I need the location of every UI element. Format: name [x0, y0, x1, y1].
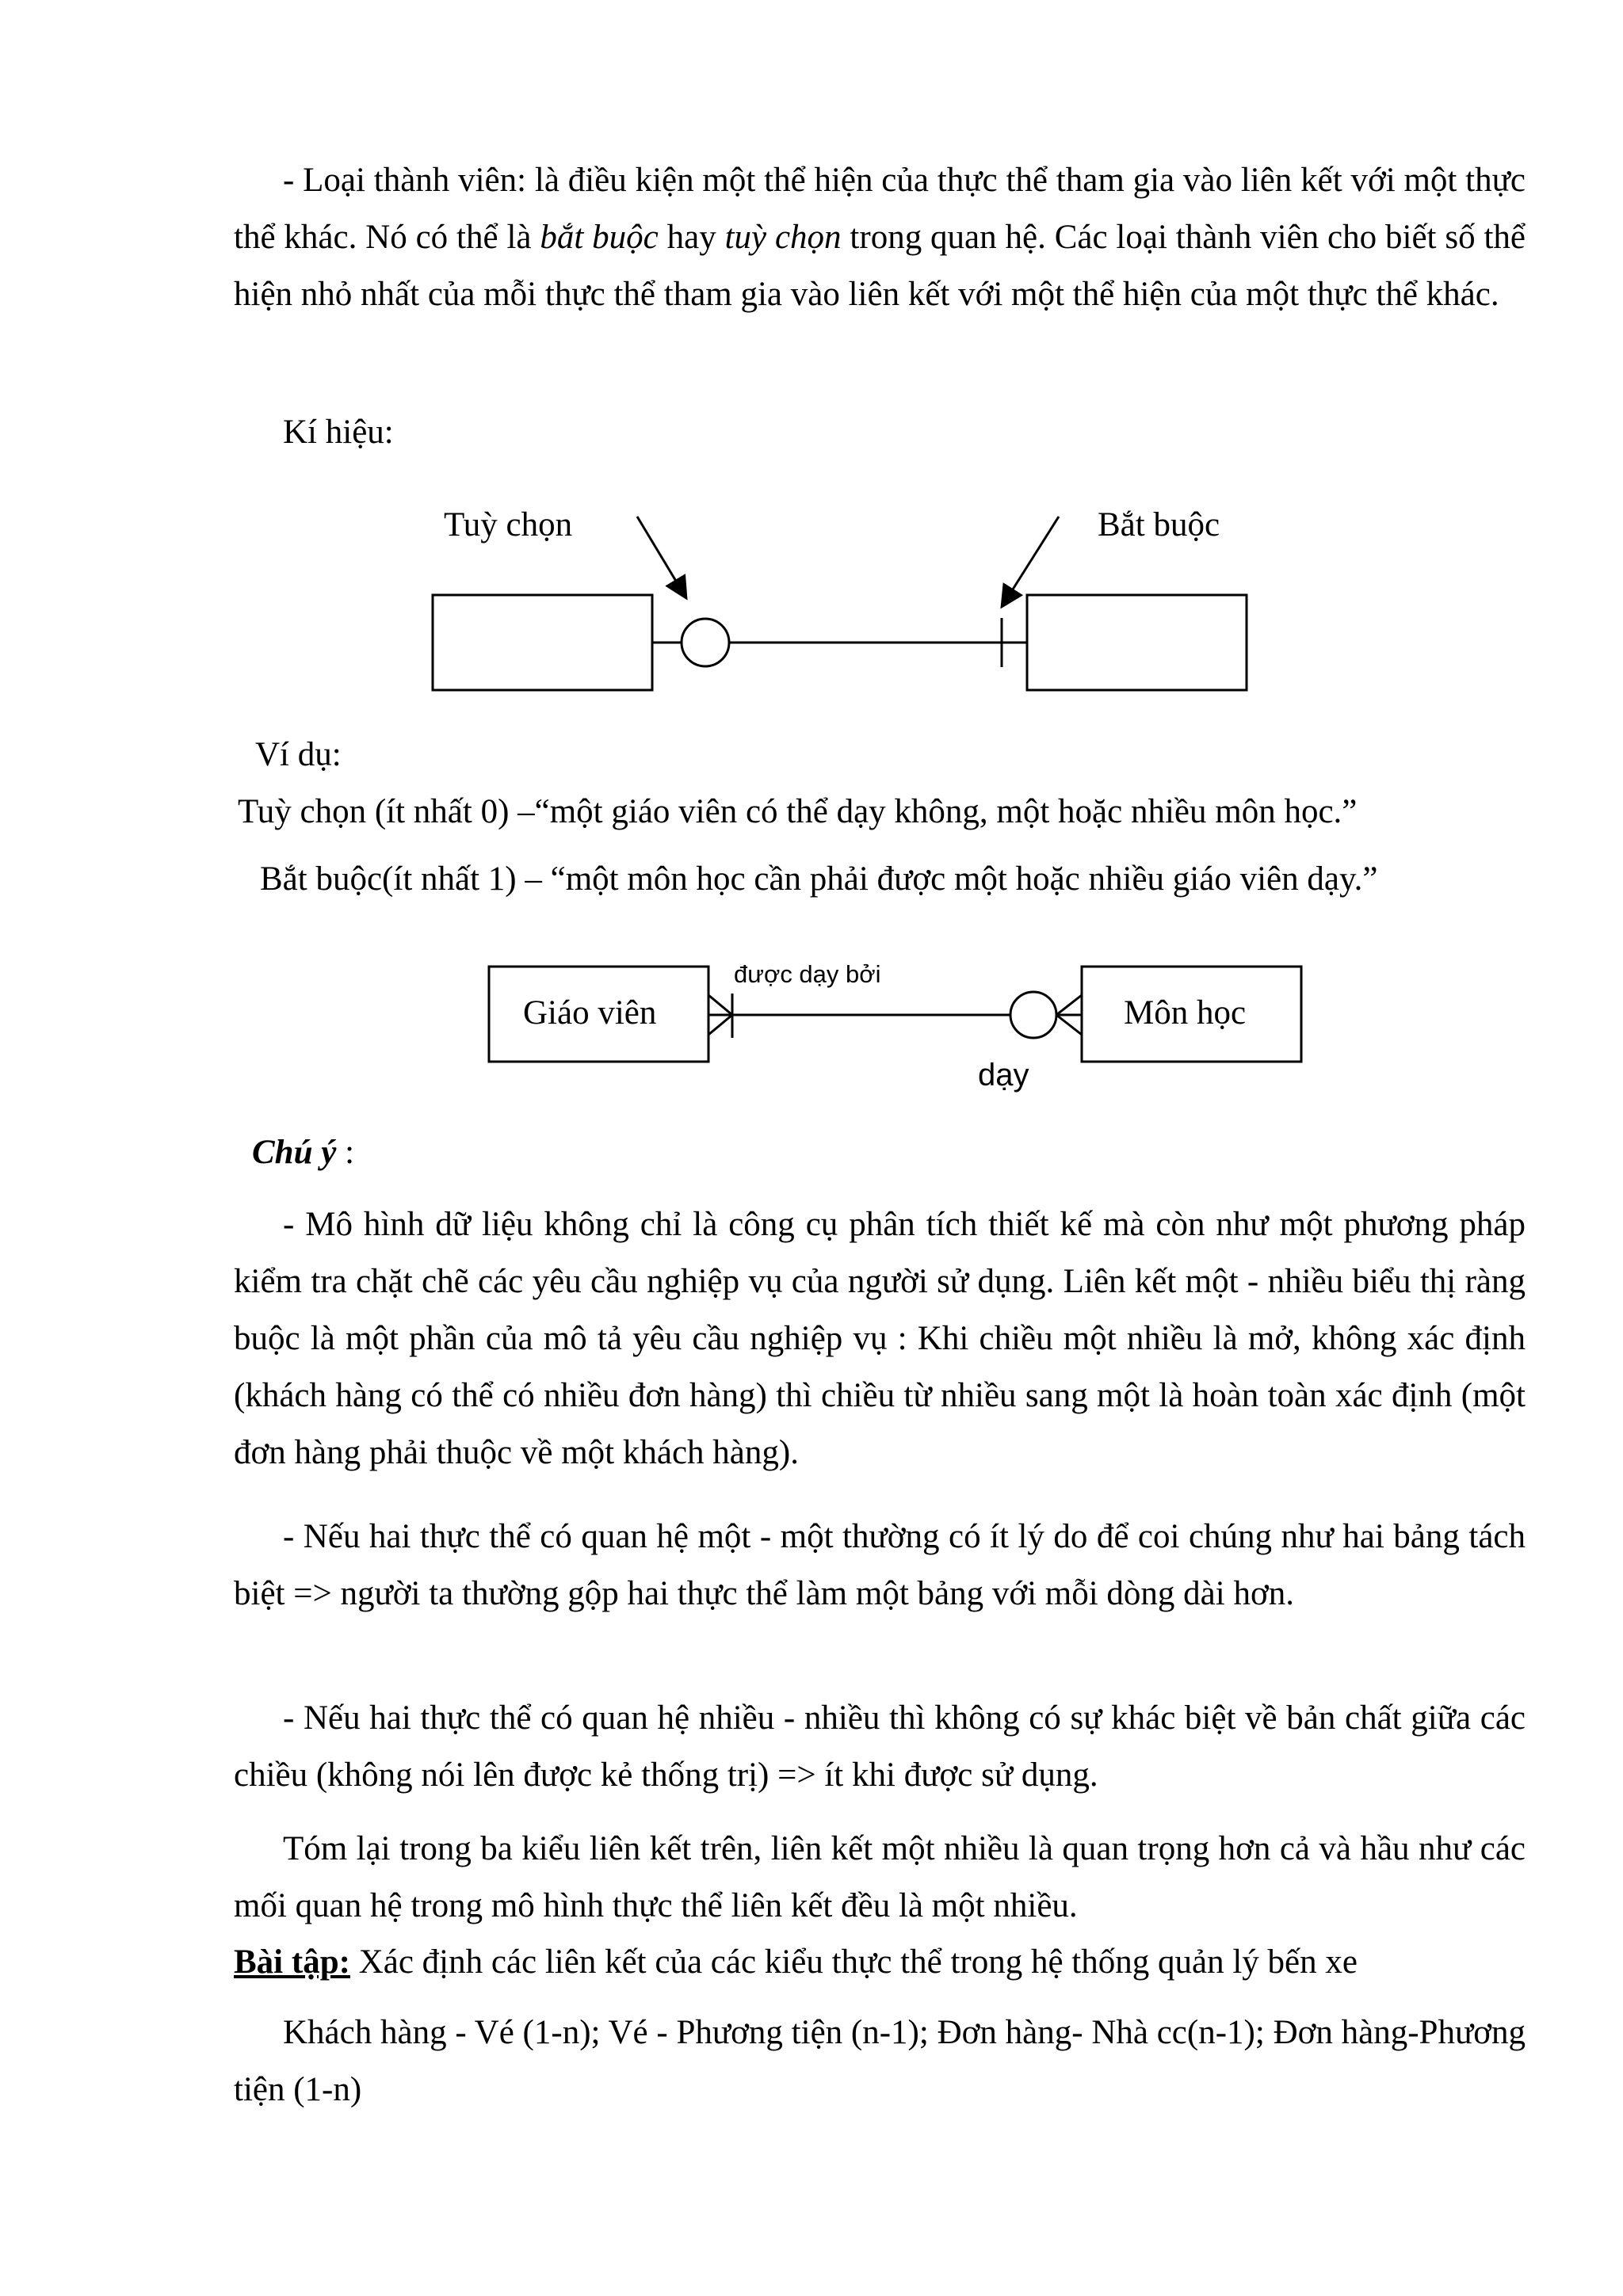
- entity-teacher-label: Giáo viên: [523, 994, 657, 1032]
- entity-subject-label: Môn học: [1124, 994, 1247, 1032]
- summary-paragraph: Tóm lại trong ba kiểu liên kết trên, liên kết một nhiều là quan trọng hơn cả và hầu như các mối quan hệ trong mô hình thực thể liên kết đều là một nhiều.: [234, 1830, 1526, 1924]
- note-heading: Chú ý :: [252, 1134, 355, 1171]
- optional-circle-subject: [1010, 992, 1056, 1038]
- note-paragraph-1: - Mô hình dữ liệu không chỉ là công cụ phân tích thiết kế mà còn như một phương pháp kiểm tra chặt chẽ các yêu cầu nghiệp vụ của người sử dụng. Liên kết một - nhiều biểu thị ràng buộc là một phần của mô tả yêu cầu nghiệp vụ : Khi chiều một nhiều là mở, không xác định (khách hàng có thể có nhiều đơn hàng) thì chiều từ nhiều sang một là hoàn toàn xác định (một đơn hàng phải thuộc về một khách hàng).: [234, 1206, 1526, 1471]
- exercise-line: Bài tập: Xác định các liên kết của các kiểu thực thể trong hệ thống quản lý bến xe: [234, 1943, 1358, 1981]
- note-paragraph-3: - Nếu hai thực thể có quan hệ nhiều - nhiều thì không có sự khác biệt về bản chất giữa các chiều (không nói lên được kẻ thống trị) => ít khi được sử dụng.: [234, 1699, 1526, 1794]
- crows-foot-teacher: [708, 995, 732, 1015]
- membership-paragraph: - Loại thành viên: là điều kiện một thể hiện của thực thể tham gia vào liên kết với một thực thể khác. Nó có thể là bắt buộc hay tuỳ chọn trong quan hệ. Các loại thành viên cho biết số thể hiện nhỏ nhất của mỗi thực thể tham gia vào liên kết với một thể hiện của một thực thể khác.: [234, 162, 1526, 313]
- example-optional: Tuỳ chọn (ít nhất 0) –“một giáo viên có thể dạy không, một hoặc nhiều môn học.”: [238, 793, 1358, 830]
- emphasis-mandatory: bắt buộc: [540, 219, 659, 256]
- example-mandatory: Bắt buộc(ít nhất 1) – “một môn học cần phải được một hoặc nhiều giáo viên dạy.”: [260, 860, 1378, 898]
- exercise-label: Bài tập:: [234, 1943, 350, 1981]
- mandatory-label: Bắt buộc: [1098, 506, 1220, 543]
- emphasis-optional: tuỳ chọn: [724, 219, 842, 256]
- crows-foot-subject: [1056, 995, 1082, 1015]
- optional-label: Tuỳ chọn: [444, 506, 573, 543]
- example-heading: Ví dụ:: [255, 736, 342, 773]
- taught-by-label: được dạy bởi: [734, 960, 881, 988]
- note-paragraph-2: - Nếu hai thực thể có quan hệ một - một thường có ít lý do để coi chúng như hai bảng tách biệt => người ta thường gộp hai thực thể làm một bảng với mỗi dòng dài hơn.: [234, 1518, 1526, 1612]
- teaches-label: dạy: [978, 1058, 1029, 1093]
- exercise-answer: Khách hàng - Vé (1-n); Vé - Phương tiện (n-1); Đơn hàng- Nhà cc(n-1); Đơn hàng-Phương tiện (1-n): [234, 2014, 1526, 2108]
- notation-heading: Kí hiệu:: [283, 414, 394, 451]
